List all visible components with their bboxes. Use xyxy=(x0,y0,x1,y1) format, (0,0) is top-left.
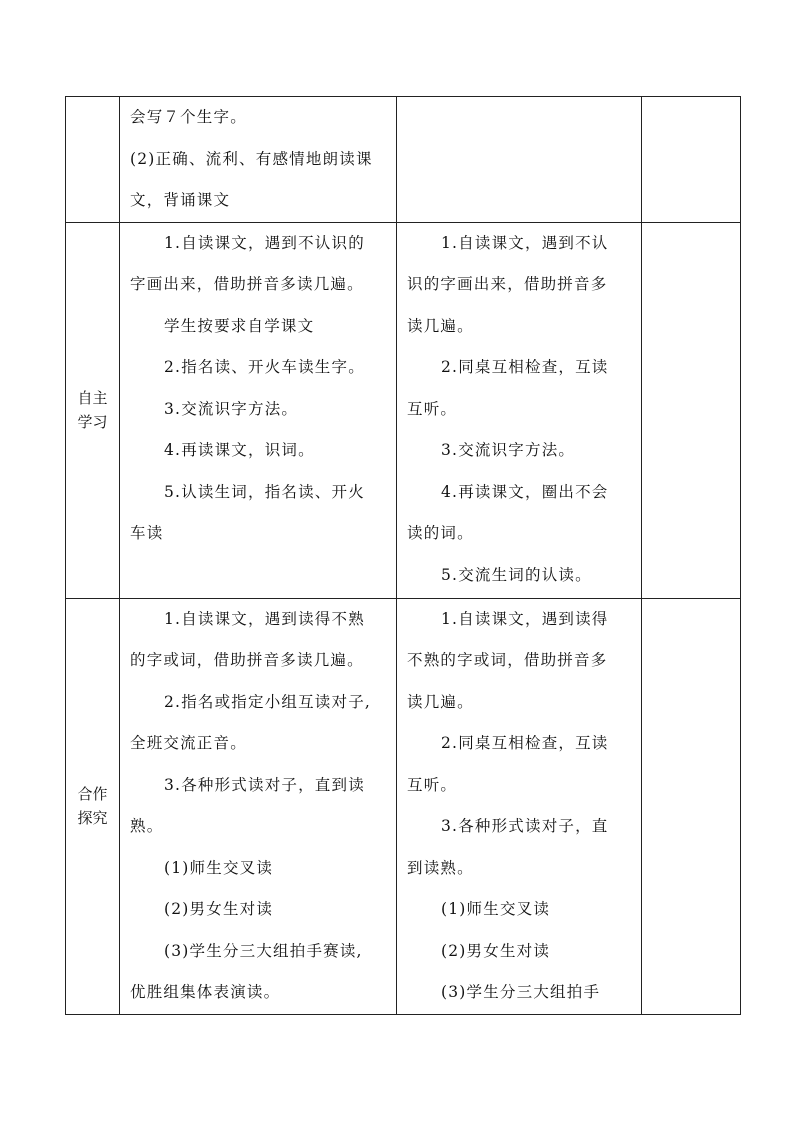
teacher-text-line: 字画出来，借助拼音多读几遍。 xyxy=(130,275,364,293)
teacher-text-line: 2.指名或指定小组互读对子, xyxy=(164,692,372,711)
student-text-line: 识的字画出来，借助拼音多 xyxy=(407,275,608,293)
student-text-block xyxy=(397,223,641,597)
teacher-activity-cell xyxy=(120,97,397,223)
notes-cell xyxy=(642,222,741,598)
teacher-text-block xyxy=(120,223,396,555)
table-row-objectives xyxy=(66,97,741,223)
teacher-text-line: 4.再读课文，识词。 xyxy=(164,441,315,459)
student-activity-cell xyxy=(397,222,642,598)
student-text-line: 读的词。 xyxy=(407,524,474,542)
teacher-text-line: 2.指名读、开火车读生字。 xyxy=(164,358,365,376)
student-text-line: 3.各种形式读对子，直 xyxy=(441,817,609,835)
student-text-line: 4.再读课文，圈出不会 xyxy=(441,482,609,501)
student-text-line: 3.交流识字方法。 xyxy=(441,441,576,459)
teacher-activity-cell xyxy=(120,598,397,1014)
student-text-line: 2.同桌互相检查，互读 xyxy=(441,358,609,376)
student-text-line: 5.交流生词的认读。 xyxy=(441,565,592,584)
table-row-self-study xyxy=(66,222,741,598)
student-text-line: 2.同桌互相检查，互读 xyxy=(441,734,609,752)
teacher-text-line: 全班交流正音。 xyxy=(130,734,247,752)
student-text-block xyxy=(397,599,641,1014)
teacher-text-line: 的字或词，借助拼音多读几遍。 xyxy=(130,651,364,669)
student-text-line: 互听。 xyxy=(407,775,458,794)
notes-cell xyxy=(642,97,741,223)
teacher-text-line: 1.自读课文，遇到读得不熟 xyxy=(164,609,365,628)
row-label-text: 自主 xyxy=(77,389,108,407)
row-label-text: 探究 xyxy=(77,809,108,827)
teacher-text-line: 会写７个生字。 xyxy=(130,108,247,126)
row-label-text: 合作 xyxy=(77,785,108,803)
teacher-text-line: 3.交流识字方法。 xyxy=(164,399,299,418)
lesson-plan-table xyxy=(65,96,741,1015)
student-text-line: 读几遍。 xyxy=(407,316,474,335)
teacher-text-line: 学生按要求自学课文 xyxy=(164,316,315,335)
student-text-line: 不熟的字或词，借助拼音多 xyxy=(407,651,608,669)
student-text-line: 到读熟。 xyxy=(407,858,474,877)
student-activity-cell xyxy=(397,97,642,223)
row-label xyxy=(66,222,120,598)
student-text-line: (2)男女生对读 xyxy=(441,941,551,960)
notes-cell xyxy=(642,598,741,1014)
teacher-text-line: (3)学生分三大组拍手赛读, xyxy=(164,941,363,960)
table-row-cooperative-inquiry xyxy=(66,598,741,1014)
teacher-text-line: 1.自读课文，遇到不认识的 xyxy=(164,233,365,252)
lesson-plan-body xyxy=(66,97,741,1015)
student-text-line: (1)师生交叉读 xyxy=(441,900,551,918)
teacher-text-line: 3.各种形式读对子，直到读 xyxy=(164,775,365,794)
student-activity-cell xyxy=(397,598,642,1014)
teacher-text-line: 文，背诵课文 xyxy=(130,191,231,209)
teacher-activity-cell xyxy=(120,222,397,598)
teacher-text-line: 熟。 xyxy=(130,817,164,835)
teacher-text-line: (2)正确、流利、有感情地朗读课 xyxy=(130,149,373,168)
teacher-text-block xyxy=(120,599,396,1014)
teacher-text-line: (2)男女生对读 xyxy=(164,900,274,918)
teacher-text-line: 车读 xyxy=(130,524,164,542)
teacher-text-line: 优胜组集体表演读。 xyxy=(130,983,281,1001)
student-text-line: 1.自读课文，遇到读得 xyxy=(441,609,609,628)
row-label-text: 学习 xyxy=(77,413,108,431)
student-text-line: 1.自读课文，遇到不认 xyxy=(441,233,609,252)
row-label xyxy=(66,97,120,223)
teacher-text-block xyxy=(120,97,396,222)
row-label xyxy=(66,598,120,1014)
student-text-line: (3)学生分三大组拍手 xyxy=(441,983,601,1001)
student-text-line: 读几遍。 xyxy=(407,692,474,711)
teacher-text-line: 5.认读生词，指名读、开火 xyxy=(164,482,365,501)
student-text-line: 互听。 xyxy=(407,399,458,418)
teacher-text-line: (1)师生交叉读 xyxy=(164,858,274,877)
